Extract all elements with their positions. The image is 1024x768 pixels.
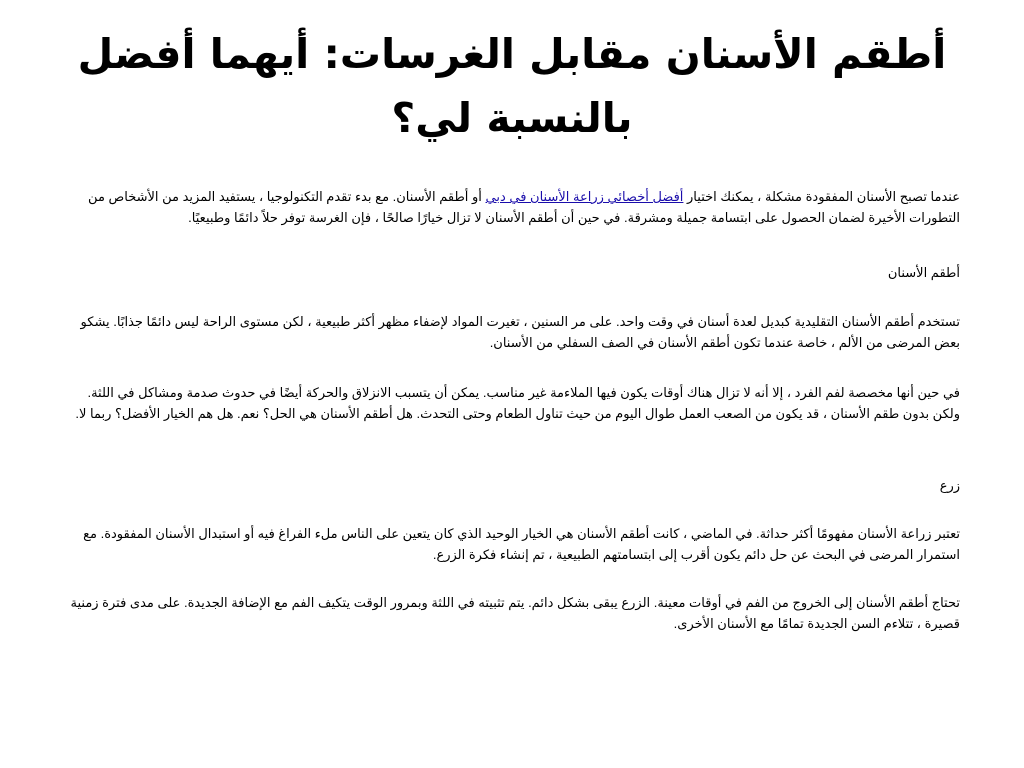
heading-dentures: أطقم الأسنان [887,265,960,280]
paragraph-intro [64,186,960,228]
paragraph-implant-concept: تعتبر زراعة الأسنان مفهومًا أكثر حداثة. في الماضي ، كانت أطقم الأسنان هي الخيار الوحيد الذي كان يتعين على الناس ملء الفراغ فيه أو استبدال الأسنان المفقودة. مع استمرار المرضى في البحث عن حل دائم يكون أقرب إلى ابتسامتهم الطبيعية ، تم إنشاء فكرة الزرع. [83,526,960,562]
heading-implant: زرع [939,478,960,493]
slide-title: أطقم الأسنان مقابل الغرسات: أيهما أفضل بالنسبة لي؟ [77,30,947,142]
paragraph-dentures-materials: تستخدم أطقم الأسنان التقليدية كبديل لعدة أسنان في وقت واحد. على مر السنين ، تغيرت المواد لإضفاء مظهر أكثر طبيعية ، لكن مستوى الراحة ليس دائمًا جذابًا. يشكو بعض المرضى من الألم ، خاصة عندما تكون أطقم الأسنان في الصف السفلي من الأسنان. [80,314,960,350]
paragraph-dentures-fit: في حين أنها مخصصة لفم الفرد ، إلا أنه لا تزال هناك أوقات يكون فيها الملاءمة غير مناسب. يمكن أن يتسبب الانزلاق والحركة أيضًا في حدوث صدمة ومشاكل في اللثة. ولكن بدون طقم الأسنان ، قد يكون من الصعب العمل طوال اليوم من حيث تناول الطعام وحتى التحدث. هل أطقم الأسنان هي الحل؟ نعم. هل هم الخيار الأفضل؟ ربما لا. [75,385,960,421]
dubai-implant-specialist-link[interactable]: أفضل أخصائي زراعة الأسنان في دبي [485,189,684,204]
paragraph-intro-text-before: عندما تصبح الأسنان المفقودة مشكلة ، يمكنك اختيار [683,189,960,204]
paragraph-intro-text-after: أو أطقم الأسنان. مع بدء تقدم التكنولوجيا ، يستفيد المزيد من الأشخاص من التطورات الأخيرة لضمان الحصول على ابتسامة جميلة ومشرقة. في حين أن أطقم الأسنان لا تزال خيارًا صالحًا ، فإن الغرسة توفر حلاً دائمًا وطبيعيًا. [88,189,960,225]
paragraph-implant-permanent: تحتاج أطقم الأسنان إلى الخروج من الفم في أوقات معينة. الزرع يبقى بشكل دائم. يتم تثبيته في اللثة وبمرور الوقت يتكيف الفم مع الإضافة الجديدة. على مدى فترة زمنية قصيرة ، تتلاءم السن الجديدة تمامًا مع الأسنان الأخرى. [70,595,960,631]
